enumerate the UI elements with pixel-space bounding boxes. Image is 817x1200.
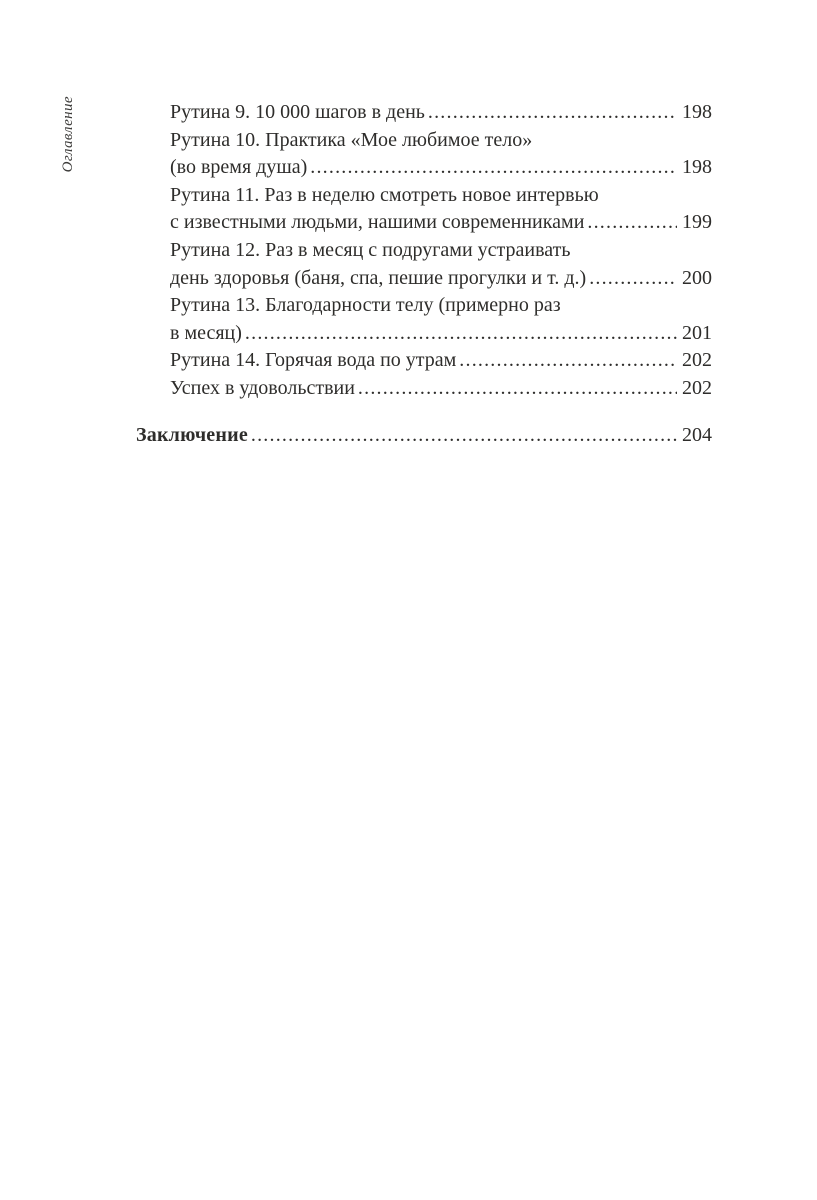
toc-entry — [136, 292, 712, 347]
dot-leader — [589, 265, 677, 293]
toc-entry — [136, 182, 712, 237]
toc-entry-text: в месяц) — [170, 321, 242, 344]
toc-entry-line — [170, 320, 712, 348]
toc-page-number: 199 — [682, 211, 712, 234]
toc-entry-line — [136, 422, 712, 450]
margin-title: Оглавление — [60, 96, 76, 173]
toc-entry — [136, 99, 712, 127]
toc-entry-line — [170, 182, 712, 210]
toc-page-number: 201 — [682, 321, 712, 344]
dot-leader — [459, 347, 677, 375]
dot-leader — [245, 320, 677, 348]
toc-entry-line — [170, 127, 712, 155]
toc-entry-line — [170, 237, 712, 265]
toc-entry-text: Заключение — [136, 423, 248, 446]
toc-page-number: 198 — [682, 101, 712, 123]
dot-leader — [358, 375, 677, 403]
toc-entry-text: Рутина 10. Практика «Мое любимое тело» — [170, 128, 533, 151]
toc-entry-line — [170, 375, 712, 403]
toc-entry-text: Рутина 13. Благодарности телу (примерно раз — [170, 294, 561, 317]
toc-entry-text: день здоровья (баня, спа, пешие прогулки и т. д.) — [170, 266, 587, 289]
toc-entry — [136, 422, 712, 450]
toc-page-number: 202 — [682, 349, 712, 372]
toc-entry-line — [170, 209, 712, 237]
toc-page-number: 198 — [682, 156, 712, 179]
toc-entry-line — [170, 99, 712, 127]
toc-entry-text: Рутина 14. Горячая вода по утрам — [170, 349, 457, 372]
toc-entry-text: Рутина 11. Раз в неделю смотреть новое интервью — [170, 183, 599, 206]
dot-leader — [428, 99, 677, 127]
toc-page-number: 202 — [682, 376, 712, 399]
toc-entry-line — [170, 265, 712, 293]
toc-page-number: 200 — [682, 266, 712, 289]
toc-entry — [136, 237, 712, 292]
toc-entry-line — [170, 347, 712, 375]
toc-entry-text: с известными людьми, нашими современниками — [170, 211, 585, 234]
toc-entry-text: Рутина 12. Раз в месяц с подругами устраивать — [170, 238, 571, 261]
table-of-contents — [136, 99, 712, 449]
toc-entry-text: (во время душа) — [170, 156, 308, 179]
toc-page-number: 204 — [682, 423, 712, 446]
toc-entry-text: Рутина 9. 10 000 шагов в день — [170, 101, 425, 123]
toc-entry — [136, 375, 712, 403]
toc-entry — [136, 347, 712, 375]
toc-entry — [136, 127, 712, 182]
dot-leader — [587, 209, 677, 237]
toc-entry-line — [170, 292, 712, 320]
toc-entry-line — [170, 154, 712, 182]
dot-leader — [310, 154, 677, 182]
toc-entry-text: Успех в удовольствии — [170, 376, 355, 399]
dot-leader — [251, 422, 677, 450]
